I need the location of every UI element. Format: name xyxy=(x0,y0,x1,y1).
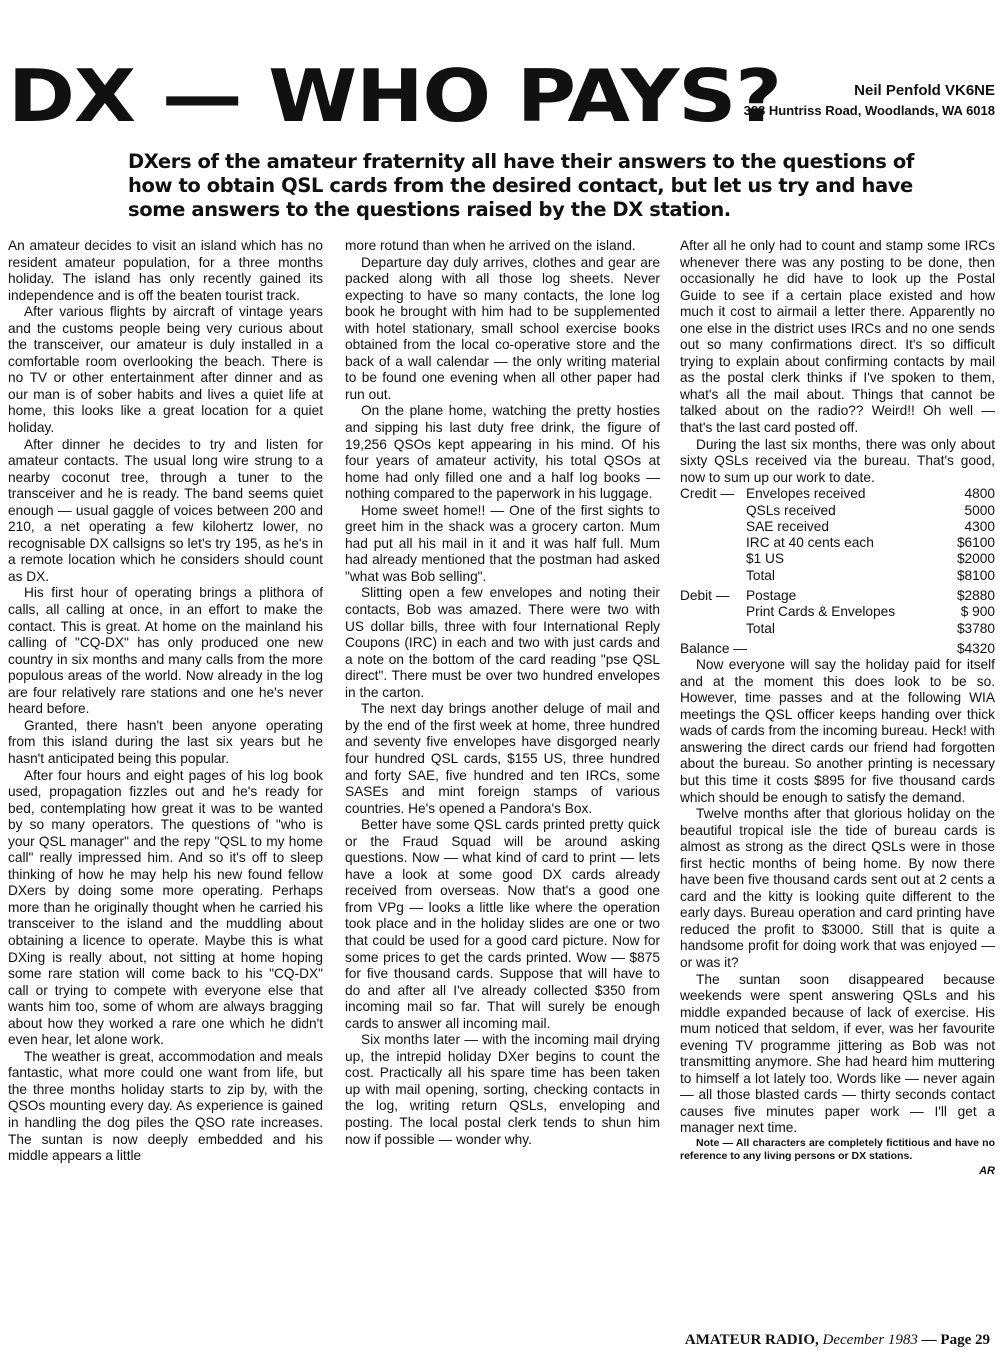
article-title: DX — WHO PAYS? xyxy=(8,54,781,138)
paragraph: On the plane home, watching the pretty hosties and sipping his last duty free drink, the figure of 19,256 QSOs kept appearing in his mind. Of his four years of amateur activity, his total QSOs at home had only filled one and a half log books — nothing compared to the paperwork in his luggage. xyxy=(345,403,660,502)
page-number: — Page 29 xyxy=(921,1332,990,1348)
paragraph: Better have some QSL cards printed pretty quick or the Fraud Squad will be around asking questions. Now — what kind of card to print — lets have a look at some good DX cards already received from overseas. Now that's a good one from VPg — looks a little like where the operation took place and in the holiday slides are one or two that could be used for a good card picture. Now for some prices to get the cards printed. Wow — $875 for five thousand cards. Suppose that will have to do and after all I've already collected $350 from incoming mail so far. That will surely be enough cards to answer all incoming mail. xyxy=(345,817,660,1031)
signoff-mark: AR xyxy=(979,1165,995,1178)
paragraph: Twelve months after that glorious holiday on the beautiful tropical isle the tide of bureau cards is almost as strong as the direct QSLs were in those first hectic months of being home. By now there have been five thousand cards sent out at 2 cents a card and the kitty is looking quite different to the early days. Bureau operation and card printing have reduced the profit to $3000. Still that is quite a handsome profit for doing work that was enjoyed — or was it? xyxy=(680,806,995,971)
paragraph: An amateur decides to visit an island which has no resident amateur population, for a three months holiday. The island has only recently gained its independence and is off the beaten tourist track. xyxy=(8,238,323,303)
ledger-item: Envelopes received xyxy=(746,486,866,502)
article-intro: DXers of the amateur fraternity all have their answers to the questions of how to obtain QSL cards from the desired contact, but let us try and have some answers to the questions raised by the DX station. xyxy=(128,150,914,221)
paragraph: Granted, there hasn't been anyone operating from this island during the last six years but he hasn't anticipated being this popular. xyxy=(8,717,323,766)
ledger-item: IRC at 40 cents each xyxy=(746,535,874,551)
paragraph: The next day brings another deluge of mail and by the end of the first week at home, three hundred and seventy five envelopes have disgorged nearly four hundred QSL cards, $155 US, three hundred and forty SAE, five hundred and ten IRCs, some SASEs and mint foreign stamps of various countries. He's opened a Pandora's Box. xyxy=(345,701,660,816)
ledger-item: Total xyxy=(746,620,775,636)
ledger-value: 5000 xyxy=(964,502,995,518)
paragraph: Six months later — with the incoming mail drying up, the intrepid holiday DXer begins to count the cost. Practically all his spare time has been taken up with mail opening, sorting, checking contacts in the log, writing return QSLs, enveloping and posting. The local postal clerk tends to shun him now if possible — wonder why. xyxy=(345,1032,660,1147)
paragraph: After dinner he decides to try and listen for amateur contacts. The usual long wire strung to a nearby coconut tree, through a tuner to the transceiver and he is ready. The band seems quiet enough — usual gaggle of voices between 200 and 210, a net operating a few kilohertz lower, no recognisable DX callsigns so let's try 195, as he's in a remote location which he considers should count as DX. xyxy=(8,436,323,584)
paragraph: Departure day duly arrives, clothes and gear are packed along with all those log sheets. Never expecting to have so many contacts, the lone log book he brought with him had to be supplemented with hotel stationary, small school exercise books obtained from the local co-operative store and the back of a wall calendar — the only writing material to be found one evening when all other paper had run out. xyxy=(345,254,660,402)
column-3 xyxy=(680,238,995,1180)
ledger-value: 4300 xyxy=(964,518,995,534)
ledger-row xyxy=(680,604,995,620)
ledger-value: $ 900 xyxy=(960,604,995,620)
balance-value: $4320 xyxy=(956,640,995,656)
ledger-row xyxy=(680,535,995,551)
paragraph: During the last six months, there was only about sixty QSLs received via the bureau. That's good, now to sum up our work to date. xyxy=(680,436,995,485)
issue-date: December 1983 xyxy=(822,1332,918,1348)
ledger-value: $2880 xyxy=(956,587,995,603)
column-2 xyxy=(345,238,660,1148)
paragraph: His first hour of operating brings a plithora of calls, all calling at once, in an effort to make the contact. This is great. At home on the mainland his calling of "CQ-DX" has only produced one new country in six months and many calls from the more populous areas of the world. Now already in the log are four relatively rare stations and one he's never heard before. xyxy=(8,585,323,717)
ledger-item: Print Cards & Envelopes xyxy=(746,604,896,620)
ledger-value: 4800 xyxy=(964,486,995,502)
column-1 xyxy=(8,238,323,1165)
ledger-value: $6100 xyxy=(956,535,995,551)
ledger-item: SAE received xyxy=(746,518,829,534)
ledger-value: $8100 xyxy=(956,567,995,583)
page-footer xyxy=(655,1332,990,1349)
ledger-value: $3780 xyxy=(956,620,995,636)
ledger-row xyxy=(680,519,995,535)
balance-label: Balance — xyxy=(680,640,747,656)
credit-label: Credit — xyxy=(680,486,735,502)
ledger-item: Postage xyxy=(746,587,797,603)
author-address: 388 Huntriss Road, Woodlands, WA 6018 xyxy=(743,103,995,118)
paragraph: Home sweet home!! — One of the first sights to greet him in the shack was a grocery carton. Mum had put all his mail in it and it was half full. Mum had already mentioned that the postman had asked "what was Bob selling". xyxy=(345,502,660,584)
ledger-row xyxy=(680,503,995,519)
paragraph: Slitting open a few envelopes and noting their contacts, Bob was amazed. There were two with US dollar bills, three with four International Reply Coupons (IRC) in each and two with just cards and a note on the bottom of the card reading "pse QSL direct". There must be over two hundred envelopes in the carton. xyxy=(345,585,660,700)
ledger-row xyxy=(680,621,995,637)
ledger-row xyxy=(680,641,995,657)
paragraph: After all he only had to count and stamp some IRCs whenever there was any posting to be done, then occasionally he did have to look up the Postal Guide to see if a certain place existed and how much it cost to airmail a letter there. Apparently no one else in the district uses IRCs and no one sends out so many confirmations direct. It's so difficult trying to explain about confirming contacts by mail as the postal clerk thinks if I've spoken to them, what's all the mail about. Things that cannot be talked about on the radio?? Weird!! Oh well — that's the last card posted off. xyxy=(680,238,995,436)
ledger-value: $2000 xyxy=(956,551,995,567)
ledger-row xyxy=(680,486,995,502)
ledger-item: QSLs received xyxy=(746,502,836,518)
debit-label: Debit — xyxy=(680,587,730,603)
ledger-table xyxy=(680,486,995,657)
paragraph: After various flights by aircraft of vintage years and the customs people being very curious about the transceiver, our amateur is duly installed in a comfortable room overlooking the beach. There is no TV or other entertainment after dinner and as our man is of sober habits and lives a quiet life at home, this looks like a great location for a quiet holiday. xyxy=(8,304,323,436)
paragraph: Now everyone will say the holiday paid for itself and at the moment this does look to be so. However, time passes and at the following WIA meetings the QSL officer keeps handing over thick wads of cards from the incoming bureau. Heck! with answering the direct cards our friend had forgotten about the bureau. So another printing is necessary but this time it costs $895 for five thousand cards which should be enough to satisfy the demand. xyxy=(680,657,995,805)
ledger-item: Total xyxy=(746,567,775,583)
ledger-row xyxy=(680,588,995,604)
disclaimer-note: Note — All characters are completely fictitious and have no reference to any living persons or DX stations. xyxy=(680,1137,995,1163)
author-name: Neil Penfold VK6NE xyxy=(854,82,995,99)
paragraph: more rotund than when he arrived on the island. xyxy=(345,238,636,253)
ledger-item: $1 US xyxy=(746,551,785,567)
paragraph: The weather is great, accommodation and meals fantastic, what more could one want from life, but the three months holiday starts to zip by, with the QSOs mounting every day. As experience is gained in handling the dog piles the QSO rate increases. The suntan is now deeply embedded and his middle appears a little xyxy=(8,1048,323,1164)
ledger-row xyxy=(680,551,995,567)
paragraph: The suntan soon disappeared because weekends were spent answering QSLs and his middle expanded because of lack of exercise. His mum noticed that seldom, if ever, was her favourite evening TV programme jittering as Bob was not transmitting anymore. She had heard him muttering to himself a lot lately too. Words like — never again — all those blasted cards — thirty seconds contact causes five minutes paper work — I'll get a manager next time. xyxy=(680,971,995,1136)
ledger-row xyxy=(680,568,995,584)
paragraph: After four hours and eight pages of his log book used, propagation fizzles out and he's ready for bed, contemplating how great it was to be wanted by so many operators. The questions of "who is your QSL manager" and the repy "QSL to my home call" really impressed him. And so it's off to sleep thinking of how he may help his new found fellow DXers by doing some more operating. Perhaps more than he originally thought when he carried his transceiver to the island and the muddling about obtaining a licence to operate. Maybe this is what DXing is really about, not sitting at home hoping some rare station will come back to his "CQ-DX" call or trying to compete with everyone else that wants him too, some of whom are always bragging about how they worked a rare one which he didn't even hear, let alone work. xyxy=(8,767,323,1048)
publication-name: AMATEUR RADIO, xyxy=(684,1332,819,1348)
